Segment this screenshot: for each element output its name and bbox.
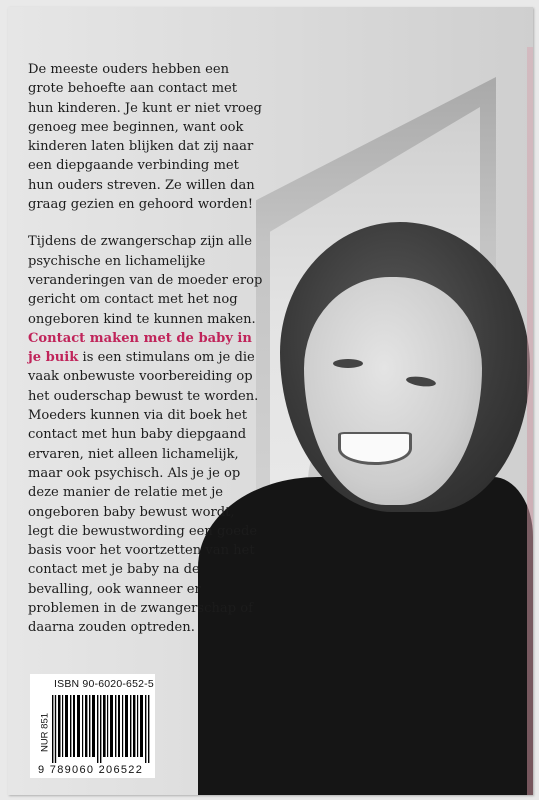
blurb-paragraph-2 [28,232,263,637]
isbn-label: ISBN 90-6020-652-5 [54,678,154,690]
blurb-paragraph-2-rest: is een stimulans om je die vaak onbewuste voorbereiding op het ouderschap bewust te worden. Moeders kunnen via dit boek het contact met hun baby diepgaand ervaren, niet alleen lichamelijk, maar ook psychisch. Als je je op deze manier de relatie met je ongeboren baby bewust wordt, legt die bewustwording een goede basis voor het voortzetten van het contact met je baby na de bevalling, ook wanneer er problemen in de zwangerschap of daarna zouden optreden. [28,350,259,636]
blurb-paragraph-2-intro: Tijdens de zwangerschap zijn alle psychische en lichamelijke veranderingen van de moeder erop gericht om contact met het nog ongeboren kind te kunnen maken. [28,234,263,327]
nur-label: NUR 851 [39,712,51,753]
barcode-digits: 9 789060 206522 [38,764,144,776]
blurb-text [28,60,263,638]
blurb-paragraph-1: De meeste ouders hebben een grote behoefte aan contact met hun kinderen. Je kunt er niet vroeg genoeg mee beginnen, want ook kinderen laten blijken dat zij naar een diepgaande verbinding met hun ouders streven. Ze willen dan graag gezien en gehoord worden! [28,62,262,213]
spine-edge [527,47,533,795]
author-smile [338,432,412,465]
barcode-bars [52,695,150,763]
book-title-highlight: Contact maken met de baby in je buik [28,330,252,366]
author-left-eye [333,359,363,368]
